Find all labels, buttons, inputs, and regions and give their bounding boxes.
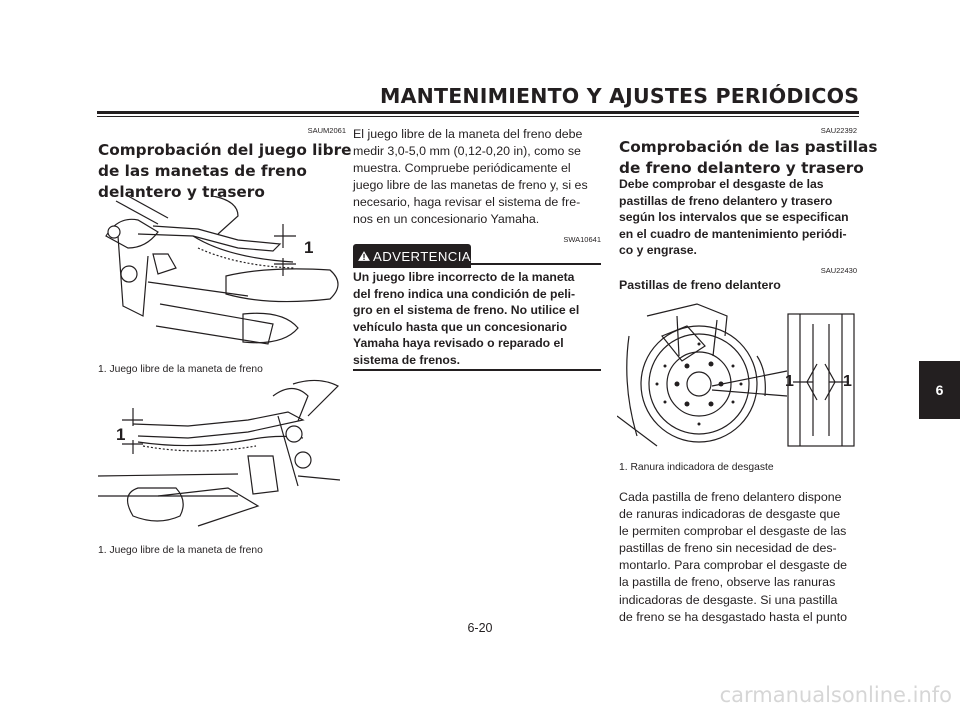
brake-lever-figure-2 — [98, 376, 348, 536]
text-line: juego libre de las manetas de freno y, si es — [353, 178, 588, 193]
body-paragraph — [353, 126, 601, 229]
body-paragraph — [619, 489, 857, 626]
figure-callout: 1 — [785, 373, 794, 390]
section-code: SAU22392 — [820, 126, 857, 135]
warning-triangle-icon — [357, 245, 371, 267]
chapter-tab: 6 — [919, 361, 960, 419]
text-line: co y engrase. — [619, 243, 697, 258]
warning-rule — [353, 369, 601, 371]
text-line: la pastilla de freno, observe las ranuras — [619, 575, 836, 590]
section-heading — [619, 137, 877, 179]
text-line: indicadoras de desgaste. Si una pastilla — [619, 592, 838, 607]
text-line: pastillas de freno delantero y trasero — [619, 193, 833, 208]
header-rule — [97, 111, 859, 114]
text-line: le permiten comprobar el desgaste de las — [619, 524, 847, 539]
text-line: Cada pastilla de freno delantero dispone — [619, 490, 842, 504]
section-code: SAUM2061 — [307, 126, 346, 135]
text-line: en el cuadro de mantenimiento periódi- — [619, 226, 847, 241]
heading-line: Comprobación de las pastillas — [619, 138, 878, 156]
heading-line: Comprobación del juego libre — [98, 141, 352, 159]
text-line: Yamaha haya revisado o reparado el — [353, 336, 564, 351]
header-rule-thin — [97, 116, 859, 117]
text-line: montarlo. Para comprobar el desgaste de — [619, 558, 847, 573]
subsection-heading: Pastillas de freno delantero — [619, 278, 781, 292]
text-line: necesario, haga revisar el sistema de fre- — [353, 195, 581, 210]
text-line: sistema de frenos. — [353, 352, 461, 367]
warning-rule — [471, 263, 601, 265]
text-line: pastillas de freno sin necesidad de des- — [619, 541, 837, 556]
warning-code: SWA10641 — [563, 235, 601, 244]
figure-callout: 1 — [304, 238, 314, 257]
watermark: carmanualsonline.info — [719, 683, 952, 707]
brake-lever-figure-1 — [98, 196, 348, 348]
text-line: muestra. Compruebe periódicamente el — [353, 161, 571, 176]
subsection-code: SAU22430 — [820, 266, 857, 275]
text-line: Un juego libre incorrecto de la maneta — [353, 270, 575, 284]
figure-callout: 1 — [843, 373, 852, 390]
page-number: 6-20 — [467, 621, 493, 635]
text-line: El juego libre de la maneta del freno debe — [353, 127, 583, 141]
text-line: de freno se ha desgastado hasta el punto — [619, 609, 848, 624]
section-heading — [98, 140, 352, 203]
text-line: de ranuras indicadoras de desgaste que — [619, 507, 841, 522]
text-line: del freno indica una condición de peli- — [353, 286, 576, 301]
warning-label: ADVERTENCIA — [373, 248, 471, 264]
figure-callout: 1 — [116, 425, 126, 444]
heading-line: de las manetas de freno — [98, 162, 307, 180]
text-line: gro en el sistema de freno. No utilice el — [353, 303, 580, 318]
warning-badge — [353, 244, 471, 268]
text-line: vehículo hasta que un concesionario — [353, 319, 568, 334]
text-line: medir 3,0-5,0 mm (0,12-0,20 in), como se — [353, 144, 581, 159]
warning-text — [353, 269, 601, 369]
text-line: nos en un concesionario Yamaha. — [353, 212, 540, 227]
text-line: Debe comprobar el desgaste de las — [619, 177, 824, 191]
figure-caption: 1. Ranura indicadora de desgaste — [619, 462, 774, 473]
heading-line: delantero y trasero — [98, 183, 265, 201]
figure-caption: 1. Juego libre de la maneta de freno — [98, 545, 263, 556]
front-brake-figure — [617, 296, 859, 456]
heading-line: de freno delantero y trasero — [619, 159, 864, 177]
section-title: MANTENIMIENTO Y AJUSTES PERIÓDICOS — [380, 84, 860, 108]
figure-caption: 1. Juego libre de la maneta de freno — [98, 364, 263, 375]
text-line: según los intervalos que se especifican — [619, 210, 849, 225]
intro-paragraph — [619, 176, 857, 259]
